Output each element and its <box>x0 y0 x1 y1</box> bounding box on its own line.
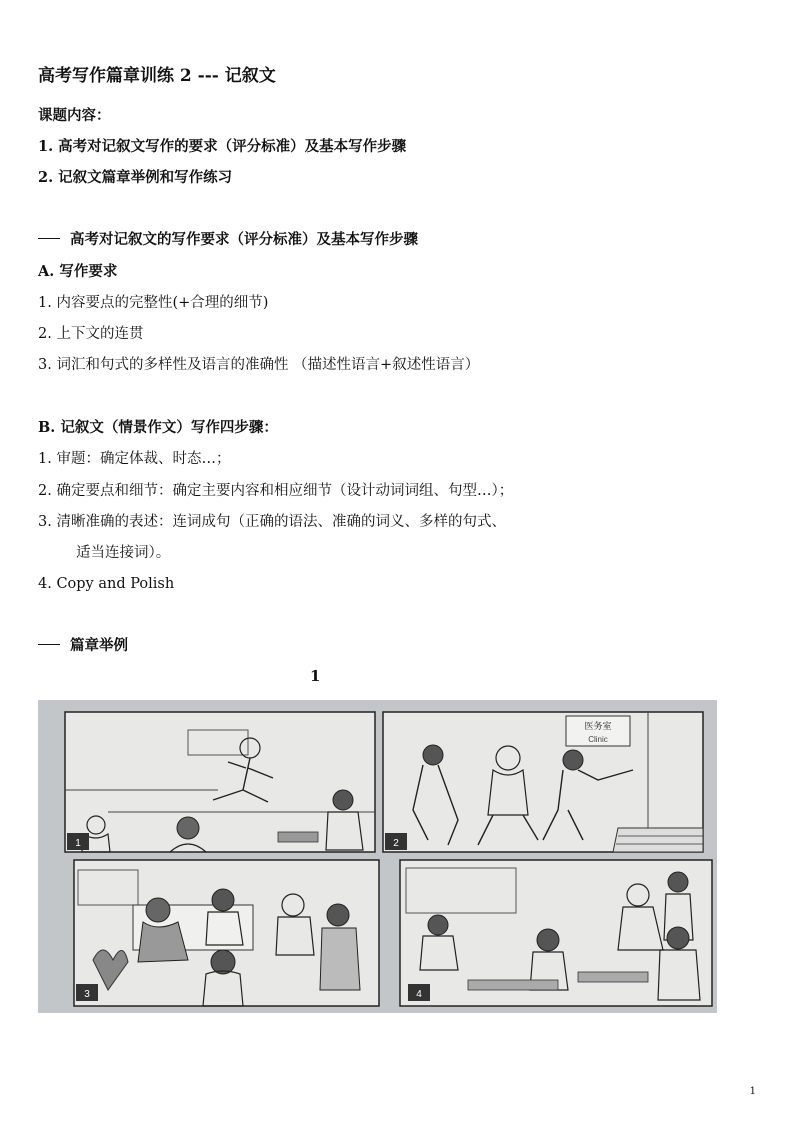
dash-icon <box>38 644 60 645</box>
panel-number-3: 3 <box>84 989 90 1000</box>
comic-figure-svg <box>38 700 717 1013</box>
partB-item-2: 2. 确定要点和细节：确定主要内容和相应细节（设计动词词组、句型…）； <box>38 483 514 499</box>
partA-item-1: 1. 内容要点的完整性(+合理的细节) <box>38 295 269 311</box>
dash-icon <box>38 238 60 239</box>
partB-item-1: 1. 审题：确定体裁、时态…； <box>38 451 231 467</box>
section1-heading <box>38 230 418 250</box>
panel-number-4: 4 <box>416 989 422 1000</box>
comic-figure <box>38 700 717 1013</box>
partA-item-3: 3. 词汇和句式的多样性及语言的准确性 （描述性语言+叙述性语言） <box>38 357 480 373</box>
partA-item-2: 2. 上下文的连贯 <box>38 326 144 342</box>
example-number: 1 <box>310 667 321 685</box>
section2-heading-text: 篇章举例 <box>70 637 128 654</box>
clinic-sign-text: 医务室 <box>584 722 612 732</box>
section2-heading <box>38 636 128 656</box>
topic-item-2: 2. 记叙文篇章举例和写作练习 <box>38 169 233 186</box>
comic-panel-4 <box>400 860 712 1006</box>
topic-item-1: 1. 高考对记叙文写作的要求（评分标准）及基本写作步骤 <box>38 138 407 155</box>
partB-item-3-cont: 适当连接词）。 <box>76 545 171 561</box>
panel-number-1: 1 <box>75 838 81 849</box>
partA-label: A. 写作要求 <box>38 263 118 280</box>
panel-number-2: 2 <box>393 838 399 849</box>
clinic-sign-subtext: Clinic <box>588 735 608 744</box>
comic-panel-1 <box>65 712 375 852</box>
section1-heading-text: 高考对记叙文的写作要求（评分标准）及基本写作步骤 <box>70 231 418 248</box>
comic-panel-2 <box>383 712 703 852</box>
topic-label: 课题内容： <box>38 107 111 124</box>
partB-item-4: 4. Copy and Polish <box>38 576 175 592</box>
page-number: 1 <box>749 1086 756 1097</box>
doc-title: 高考写作篇章训练 2 --- 记叙文 <box>38 66 276 86</box>
partB-item-3: 3. 清晰准确的表述：连词成句（正确的语法、准确的词义、多样的句式、 <box>38 514 506 530</box>
comic-panel-3 <box>74 860 379 1006</box>
partB-label: B. 记叙文（情景作文）写作四步骤： <box>38 419 278 436</box>
